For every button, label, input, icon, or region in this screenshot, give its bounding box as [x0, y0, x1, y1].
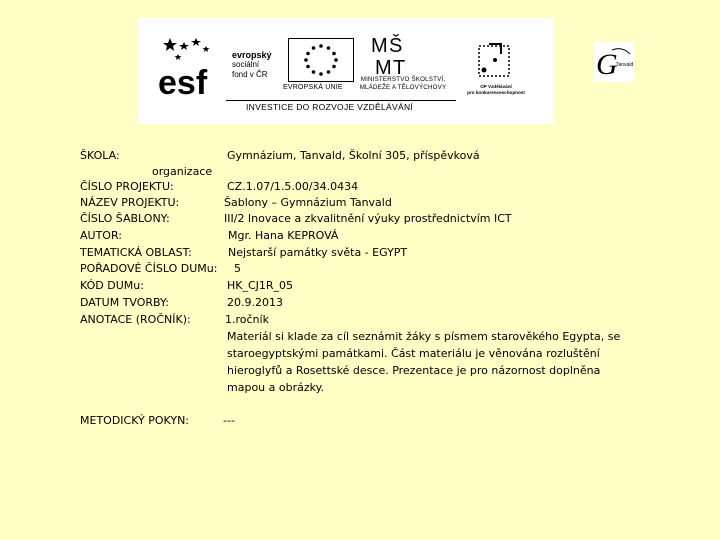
- datum-tvorby-value: 20.9.2013: [227, 296, 283, 309]
- cislo-projektu-value: CZ.1.07/1.5.00/34.0434: [227, 180, 359, 193]
- anotace-label: ANOTACE (ROČNÍK):: [80, 313, 191, 326]
- anotace-text-line-4: mapou a obrázky.: [227, 381, 325, 394]
- eu-caption: EVROPSKÁ UNIE: [283, 84, 343, 91]
- esf-text-line-3: fond v ČR: [232, 70, 268, 79]
- op-caption-line-1: OP Vzdělávání: [480, 84, 512, 89]
- svg-text:Š: Š: [389, 35, 403, 57]
- svg-text:Tanvald: Tanvald: [616, 62, 634, 68]
- svg-text:M: M: [371, 35, 388, 57]
- cislo-sablony-label: ČÍSLO ŠABLONY:: [80, 212, 170, 225]
- anotace-text-line-2: staroegyptskými památkami. Část materiálu je věnována rozluštění: [227, 347, 600, 360]
- tematicka-oblast-label: TEMATICKÁ OBLAST:: [80, 246, 192, 259]
- kod-dumu-label: KÓD DUMu:: [80, 279, 144, 292]
- autor-label: AUTOR:: [80, 229, 122, 242]
- nazev-projektu-value: Šablony – Gymnázium Tanvald: [224, 196, 392, 209]
- svg-text:T: T: [393, 57, 405, 76]
- esf-text-line-1: evropský: [232, 50, 272, 60]
- op-caption-line-2: pro konkurenceschopnost: [467, 89, 525, 95]
- svg-text:esf: esf: [158, 64, 208, 100]
- autor-value: Mgr. Hana KEPROVÁ: [228, 229, 339, 242]
- svg-text:G: G: [596, 48, 618, 81]
- anotace-text-line-3: hieroglyfů a Rosettské desce. Prezentace je pro názornost doplněna: [227, 364, 601, 377]
- svg-text:M: M: [375, 57, 392, 76]
- anotace-value: 1.ročník: [225, 313, 269, 326]
- datum-tvorby-label: DATUM TVORBY:: [80, 296, 169, 309]
- skola-value-cont: organizace: [152, 165, 213, 178]
- anotace-text-line-1: Materiál si klade za cíl seznámit žáky s písmem starověkého Egypta, se: [227, 330, 621, 343]
- msmt-caption-line-1: MINISTERSTVO ŠKOLSTVÍ,: [360, 76, 446, 83]
- esf-text-line-2: sociální: [232, 60, 260, 69]
- cislo-sablony-value: III/2 Inovace a zkvalitnění výuky prostřednictvím ICT: [224, 212, 512, 225]
- nazev-projektu-label: NÁZEV PROJEKTU:: [80, 196, 180, 209]
- kod-dumu-value: HK_CJ1R_05: [227, 279, 294, 292]
- metodicky-pokyn-label: METODICKÝ POKYN:: [80, 414, 190, 427]
- metodicky-pokyn-value: ---: [223, 414, 235, 427]
- invest-text: INVESTICE DO ROZVOJE VZDĚLÁVÁNÍ: [246, 102, 414, 112]
- msmt-caption-line-2: MLÁDEŽE A TĚLOVÝCHOVY: [359, 83, 447, 91]
- skola-label: ŠKOLA:: [80, 149, 120, 162]
- skola-value: Gymnázium, Tanvald, Školní 305, příspěvková: [227, 149, 480, 162]
- tematicka-oblast-value: Nejstarší památky světa - EGYPT: [228, 246, 408, 259]
- cislo-projektu-label: ČÍSLO PROJEKTU:: [80, 180, 174, 193]
- poradove-cislo-value: 5: [234, 262, 241, 275]
- poradove-cislo-label: POŘADOVÉ ČÍSLO DUMu:: [80, 262, 218, 275]
